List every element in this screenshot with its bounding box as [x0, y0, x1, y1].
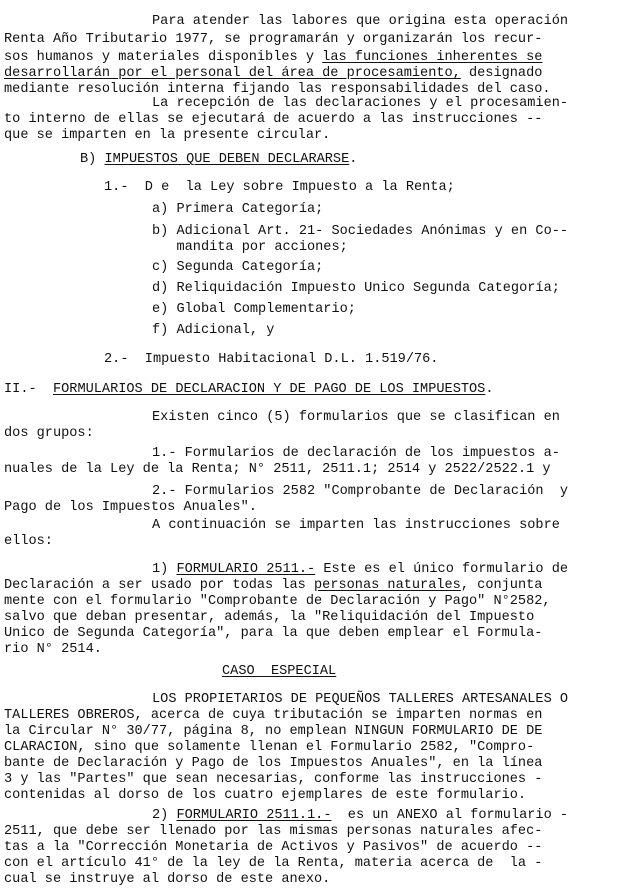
- p7-line-4: CLARACION, sino que solamente llenan el Formulario 2582, "Compro-: [4, 740, 535, 755]
- caso-especial-heading: CASO ESPECIAL: [222, 664, 337, 679]
- category-b-cont: mandita por acciones;: [152, 240, 348, 255]
- f25111-title: FORMULARIO 2511.1.-: [176, 808, 332, 823]
- f2511-line-6: rio N° 2514.: [4, 642, 102, 657]
- category-c: c) Segunda Categoría;: [152, 260, 324, 275]
- section-b-label: B): [80, 152, 97, 167]
- f25111-line-2: 2511, que debe ser llenado por las mismas personas naturales afec-: [4, 824, 543, 839]
- p1-line-5: mediante resolución interna fijando las responsabilidades del caso.: [4, 82, 551, 97]
- p1-line-4-tail: designado: [460, 66, 543, 81]
- p1-underlined-phrase-b: desarrollarán por el personal del área de procesamiento,: [4, 66, 461, 81]
- p4-line-1: 1.- Formularios de declaración de los impuestos a-: [152, 446, 560, 461]
- p7-line-6: 3 y las "Partes" que sean necesarias, conforme las instrucciones -: [4, 772, 543, 787]
- p7-line-5: bante de Declaración y Pago de los Impuestos Anuales", en la línea: [4, 756, 543, 771]
- f25111-num: 2): [152, 808, 177, 823]
- p5-line-1: 2.- Formularios 2582 "Comprobante de Declaración y: [152, 484, 569, 499]
- f2511-num: 1): [152, 562, 177, 577]
- p1-line-4: [4, 66, 542, 82]
- section-ii-heading: [4, 382, 494, 398]
- f2511-l2a: Declaración a ser usado por todas las: [4, 578, 314, 593]
- section-b-heading: [80, 152, 357, 168]
- f2511-title: FORMULARIO 2511.-: [176, 562, 316, 577]
- p5-line-2: Pago de los Impuestos Anuales".: [4, 500, 257, 515]
- section-ii-title-end: .: [485, 382, 494, 397]
- p7-line-3: la Circular N° 30/77, página 8, no emplean NINGUN FORMULARIO DE DE: [4, 724, 543, 739]
- p7-line-2: TALLERES OBREROS, acerca de cuya tributación se imparten normas en: [4, 708, 543, 723]
- category-e: e) Global Complementario;: [152, 302, 356, 317]
- p2-line-3: que se imparten en la presente circular.: [4, 128, 331, 143]
- p1-line-3: [4, 50, 542, 66]
- f2511-line-3: mente con el formulario "Comprobante de Declaración y Pago" N°2582,: [4, 594, 551, 609]
- f2511-line-1-tail: Este es el único formulario de: [315, 562, 569, 577]
- category-d: d) Reliquidación Impuesto Unico Segunda Categoría;: [152, 281, 560, 296]
- law-line: 1.- D e la Ley sobre Impuesto a la Renta;: [104, 180, 455, 195]
- f2511-line-1: [152, 562, 568, 578]
- p1-underlined-phrase-a: las funciones inherentes se: [322, 50, 543, 65]
- p2-line-1: La recepción de las declaraciones y el procesamien-: [152, 96, 569, 111]
- p1-line-1: Para atender las labores que origina esta operación: [152, 14, 569, 29]
- f25111-line-1: [152, 808, 568, 824]
- p6-line-1: A continuación se imparten las instrucciones sobre: [152, 518, 560, 533]
- f25111-line-3: tas a la "Corrección Monetaria de Activos y Pasivos" de acuerdo --: [4, 840, 543, 855]
- f2511-line-4: salvo que deban presentar, además, la "Reliquidación del Impuesto: [4, 610, 535, 625]
- p2-line-2: to interno de ellas se ejecutará de acuerdo a las instrucciones --: [4, 112, 543, 127]
- p3-line-1: Existen cinco (5) formularios que se clasifican en: [152, 410, 560, 425]
- f2511-personas-naturales: personas naturales: [314, 578, 461, 593]
- section-ii-title: FORMULARIOS DE DECLARACION Y DE PAGO DE LOS IMPUESTOS: [52, 382, 486, 397]
- f2511-line-5: Unico de Segunda Categoría", para la que deben emplear el Formula-: [4, 626, 543, 641]
- f25111-line-5: cual se instruye al dorso de este anexo.: [4, 872, 331, 887]
- p3-line-2: dos grupos:: [4, 426, 94, 441]
- p1-line-3-text: sos humanos y materiales disponibles y: [4, 50, 323, 65]
- section-b-title-end: .: [349, 152, 358, 167]
- category-b: b) Adicional Art. 21- Sociedades Anónimas y en Co--: [152, 224, 569, 239]
- p6-line-2: ellos:: [4, 534, 53, 549]
- section-ii-label: II.-: [4, 382, 37, 397]
- f2511-line-2: [4, 578, 542, 594]
- p7-line-7: contenidas al dorso de los cuatro ejemplares de este formulario.: [4, 788, 527, 803]
- section-b-title: IMPUESTOS QUE DEBEN DECLARARSE: [104, 152, 350, 167]
- f25111-line-4: con el artículo 41° de la ley de la Renta, materia acerca de la -: [4, 856, 543, 871]
- habitacional-line: 2.- Impuesto Habitacional D.L. 1.519/76.: [104, 352, 439, 367]
- category-f: f) Adicional, y: [152, 323, 275, 338]
- p1-line-2: Renta Año Tributario 1977, se programarán y organizarán los recur-: [4, 32, 543, 47]
- category-a: a) Primera Categoría;: [152, 202, 324, 217]
- p4-line-2: nuales de la Ley de la Renta; N° 2511, 2511.1; 2514 y 2522/2522.1 y: [4, 462, 551, 477]
- p7-line-1: LOS PROPIETARIOS DE PEQUEÑOS TALLERES ARTESANALES O: [152, 692, 569, 707]
- f25111-line-1-tail: es un ANEXO al formulario -: [331, 808, 569, 823]
- f2511-l2c: , conjunta: [460, 578, 543, 593]
